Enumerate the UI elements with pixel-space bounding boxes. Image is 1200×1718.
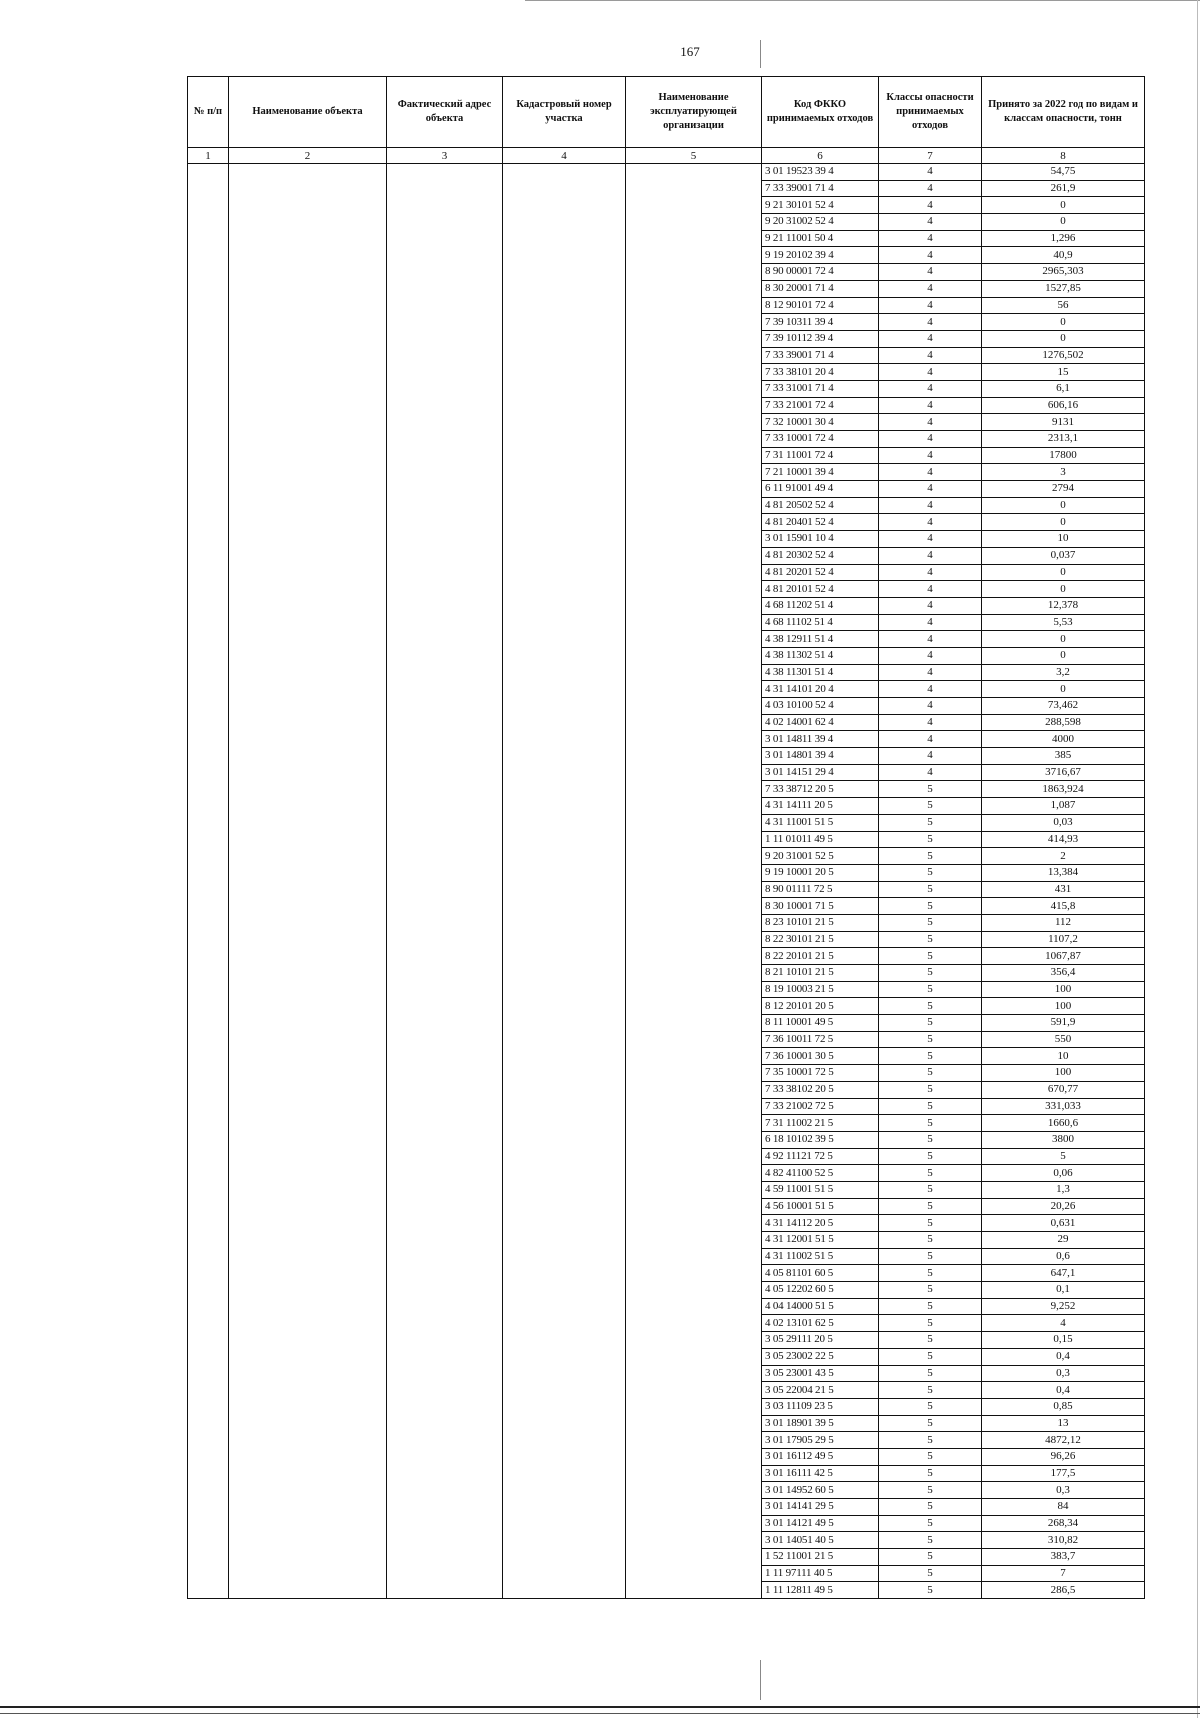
hazard-class-cell: 5: [879, 1015, 982, 1032]
fkko-code-cell: 9 20 31001 52 5: [762, 848, 879, 865]
accepted-tonnes-cell: 15: [982, 364, 1145, 381]
table-row: [188, 164, 1145, 181]
header-number: № п/п: [188, 77, 229, 148]
fkko-code-cell: 4 31 12001 51 5: [762, 1232, 879, 1249]
fkko-code-cell: 1 11 97111 40 5: [762, 1565, 879, 1582]
fkko-code-cell: 4 56 10001 51 5: [762, 1198, 879, 1215]
fkko-code-cell: 7 33 21001 72 4: [762, 397, 879, 414]
accepted-tonnes-cell: 7: [982, 1565, 1145, 1582]
fkko-code-cell: 4 31 11002 51 5: [762, 1248, 879, 1265]
column-number: 6: [762, 148, 879, 164]
fkko-code-cell: 7 32 10001 30 4: [762, 414, 879, 431]
hazard-class-cell: 4: [879, 647, 982, 664]
fkko-code-cell: 3 01 18901 39 5: [762, 1415, 879, 1432]
merged-empty-cell: [387, 164, 503, 1599]
accepted-tonnes-cell: 331,033: [982, 1098, 1145, 1115]
fkko-code-cell: 7 33 38712 20 5: [762, 781, 879, 798]
column-number: 8: [982, 148, 1145, 164]
hazard-class-cell: 4: [879, 297, 982, 314]
accepted-tonnes-cell: 0: [982, 647, 1145, 664]
fkko-code-cell: 8 11 10001 49 5: [762, 1015, 879, 1032]
hazard-class-cell: 5: [879, 1365, 982, 1382]
hazard-class-cell: 5: [879, 1348, 982, 1365]
accepted-tonnes-cell: 9,252: [982, 1298, 1145, 1315]
hazard-class-cell: 5: [879, 864, 982, 881]
accepted-tonnes-cell: 12,378: [982, 597, 1145, 614]
accepted-tonnes-cell: 10: [982, 531, 1145, 548]
fkko-code-cell: 7 31 11001 72 4: [762, 447, 879, 464]
page-number: 167: [680, 44, 700, 59]
fkko-code-cell: 3 01 17905 29 5: [762, 1432, 879, 1449]
hazard-class-cell: 5: [879, 1332, 982, 1349]
fkko-code-cell: 7 33 39001 71 4: [762, 347, 879, 364]
accepted-tonnes-cell: 286,5: [982, 1582, 1145, 1599]
fkko-code-cell: 4 59 11001 51 5: [762, 1181, 879, 1198]
accepted-tonnes-cell: 415,8: [982, 898, 1145, 915]
fkko-code-cell: 7 36 10001 30 5: [762, 1048, 879, 1065]
fkko-code-cell: 4 38 12911 51 4: [762, 631, 879, 648]
hazard-class-cell: 5: [879, 1432, 982, 1449]
hazard-class-cell: 5: [879, 1081, 982, 1098]
accepted-tonnes-cell: 3716,67: [982, 764, 1145, 781]
accepted-tonnes-cell: 3,2: [982, 664, 1145, 681]
hazard-class-cell: 5: [879, 1415, 982, 1432]
fkko-code-cell: 3 05 29111 20 5: [762, 1332, 879, 1349]
accepted-tonnes-cell: 550: [982, 1031, 1145, 1048]
fkko-code-cell: 1 11 12811 49 5: [762, 1582, 879, 1599]
hazard-class-cell: 4: [879, 247, 982, 264]
hazard-class-cell: 5: [879, 1232, 982, 1249]
accepted-tonnes-cell: 1,087: [982, 798, 1145, 815]
accepted-tonnes-cell: 73,462: [982, 698, 1145, 715]
hazard-class-cell: 5: [879, 914, 982, 931]
fkko-code-cell: 3 01 14801 39 4: [762, 748, 879, 765]
accepted-tonnes-cell: 0: [982, 514, 1145, 531]
fkko-code-cell: 7 35 10001 72 5: [762, 1065, 879, 1082]
fkko-code-cell: 7 21 10001 39 4: [762, 464, 879, 481]
accepted-tonnes-cell: 3800: [982, 1131, 1145, 1148]
fkko-code-cell: 4 31 11001 51 5: [762, 814, 879, 831]
fkko-code-cell: 4 38 11301 51 4: [762, 664, 879, 681]
accepted-tonnes-cell: 2965,303: [982, 264, 1145, 281]
scan-bottom-rule: [0, 1706, 1200, 1708]
accepted-tonnes-cell: 84: [982, 1499, 1145, 1516]
hazard-class-cell: 4: [879, 431, 982, 448]
fkko-code-cell: 8 30 20001 71 4: [762, 280, 879, 297]
hazard-class-cell: 4: [879, 547, 982, 564]
accepted-tonnes-cell: 9131: [982, 414, 1145, 431]
accepted-tonnes-cell: 606,16: [982, 397, 1145, 414]
fkko-code-cell: 8 90 01111 72 5: [762, 881, 879, 898]
accepted-tonnes-cell: 0,1: [982, 1282, 1145, 1299]
accepted-tonnes-cell: 0,15: [982, 1332, 1145, 1349]
accepted-tonnes-cell: 4000: [982, 731, 1145, 748]
hazard-class-cell: 5: [879, 998, 982, 1015]
header-operator: Наименование эксплуатирующей организации: [626, 77, 762, 148]
hazard-class-cell: 5: [879, 781, 982, 798]
accepted-tonnes-cell: 0,85: [982, 1398, 1145, 1415]
hazard-class-cell: 4: [879, 481, 982, 498]
scan-top-rule: [525, 0, 1200, 1]
hazard-class-cell: 4: [879, 731, 982, 748]
accepted-tonnes-cell: 0,6: [982, 1248, 1145, 1265]
fkko-code-cell: 4 82 41100 52 5: [762, 1165, 879, 1182]
accepted-tonnes-cell: 0: [982, 497, 1145, 514]
fkko-code-cell: 4 04 14000 51 5: [762, 1298, 879, 1315]
hazard-class-cell: 5: [879, 1181, 982, 1198]
fkko-code-cell: 4 03 10100 52 4: [762, 698, 879, 715]
accepted-tonnes-cell: 1,3: [982, 1181, 1145, 1198]
hazard-class-cell: 5: [879, 1115, 982, 1132]
hazard-class-cell: 4: [879, 230, 982, 247]
hazard-class-cell: 5: [879, 1315, 982, 1332]
accepted-tonnes-cell: 0: [982, 214, 1145, 231]
hazard-class-cell: 5: [879, 1148, 982, 1165]
accepted-tonnes-cell: 0,06: [982, 1165, 1145, 1182]
fkko-code-cell: 7 36 10011 72 5: [762, 1031, 879, 1048]
fkko-code-cell: 9 20 31002 52 4: [762, 214, 879, 231]
fkko-code-cell: 8 12 20101 20 5: [762, 998, 879, 1015]
hazard-class-cell: 5: [879, 1065, 982, 1082]
hazard-class-cell: 5: [879, 1532, 982, 1549]
hazard-class-cell: 4: [879, 364, 982, 381]
fkko-code-cell: 4 05 81101 60 5: [762, 1265, 879, 1282]
fkko-code-cell: 4 81 20201 52 4: [762, 564, 879, 581]
scan-side-rule: [1197, 0, 1198, 1718]
hazard-class-cell: 5: [879, 1265, 982, 1282]
scan-mark: [760, 1660, 761, 1700]
accepted-tonnes-cell: 100: [982, 981, 1145, 998]
hazard-class-cell: 5: [879, 1482, 982, 1499]
fkko-code-cell: 8 23 10101 21 5: [762, 914, 879, 931]
accepted-tonnes-cell: 0,4: [982, 1348, 1145, 1365]
hazard-class-cell: 4: [879, 714, 982, 731]
fkko-code-cell: 4 81 20302 52 4: [762, 547, 879, 564]
accepted-tonnes-cell: 20,26: [982, 1198, 1145, 1215]
hazard-class-cell: 4: [879, 197, 982, 214]
hazard-class-cell: 5: [879, 1165, 982, 1182]
scan-bottom-rule-thin: [0, 1713, 1200, 1714]
hazard-class-cell: 4: [879, 314, 982, 331]
fkko-code-cell: 7 33 21002 72 5: [762, 1098, 879, 1115]
accepted-tonnes-cell: 0,03: [982, 814, 1145, 831]
accepted-tonnes-cell: 670,77: [982, 1081, 1145, 1098]
hazard-class-cell: 5: [879, 814, 982, 831]
fkko-code-cell: 4 02 13101 62 5: [762, 1315, 879, 1332]
accepted-tonnes-cell: 17800: [982, 447, 1145, 464]
hazard-class-cell: 5: [879, 1515, 982, 1532]
accepted-tonnes-cell: 177,5: [982, 1465, 1145, 1482]
fkko-code-cell: 4 68 11202 51 4: [762, 597, 879, 614]
accepted-tonnes-cell: 414,93: [982, 831, 1145, 848]
hazard-class-cell: 5: [879, 1499, 982, 1516]
column-number: 1: [188, 148, 229, 164]
hazard-class-cell: 5: [879, 831, 982, 848]
accepted-tonnes-cell: 2313,1: [982, 431, 1145, 448]
accepted-tonnes-cell: 100: [982, 1065, 1145, 1082]
accepted-tonnes-cell: 96,26: [982, 1448, 1145, 1465]
accepted-tonnes-cell: 0: [982, 197, 1145, 214]
fkko-code-cell: 3 01 19523 39 4: [762, 164, 879, 181]
fkko-code-cell: 3 01 14051 40 5: [762, 1532, 879, 1549]
fkko-code-cell: 3 01 14952 60 5: [762, 1482, 879, 1499]
fkko-code-cell: 3 01 15901 10 4: [762, 531, 879, 548]
fkko-code-cell: 4 38 11302 51 4: [762, 647, 879, 664]
hazard-class-cell: 4: [879, 380, 982, 397]
fkko-code-cell: 7 33 38101 20 4: [762, 364, 879, 381]
hazard-class-cell: 5: [879, 1398, 982, 1415]
accepted-tonnes-cell: 0,3: [982, 1482, 1145, 1499]
fkko-code-cell: 8 21 10101 21 5: [762, 965, 879, 982]
hazard-class-cell: 4: [879, 614, 982, 631]
accepted-tonnes-cell: 56: [982, 297, 1145, 314]
fkko-code-cell: 6 11 91001 49 4: [762, 481, 879, 498]
hazard-class-cell: 5: [879, 1215, 982, 1232]
fkko-code-cell: 3 01 16111 42 5: [762, 1465, 879, 1482]
hazard-class-cell: 4: [879, 280, 982, 297]
fkko-code-cell: 3 05 22004 21 5: [762, 1382, 879, 1399]
hazard-class-cell: 4: [879, 180, 982, 197]
hazard-class-cell: 4: [879, 564, 982, 581]
hazard-class-cell: 5: [879, 1465, 982, 1482]
hazard-class-cell: 5: [879, 1549, 982, 1566]
fkko-code-cell: 4 05 12202 60 5: [762, 1282, 879, 1299]
accepted-tonnes-cell: 1527,85: [982, 280, 1145, 297]
fkko-code-cell: 9 21 11001 50 4: [762, 230, 879, 247]
accepted-tonnes-cell: 0: [982, 681, 1145, 698]
hazard-class-cell: 5: [879, 1131, 982, 1148]
hazard-class-cell: 5: [879, 1282, 982, 1299]
merged-empty-cell: [503, 164, 626, 1599]
hazard-class-cell: 5: [879, 1382, 982, 1399]
merged-empty-cell: [626, 164, 762, 1599]
accepted-tonnes-cell: 40,9: [982, 247, 1145, 264]
table-body: [188, 164, 1145, 1599]
hazard-class-cell: 4: [879, 764, 982, 781]
hazard-class-cell: 4: [879, 681, 982, 698]
hazard-class-cell: 5: [879, 1448, 982, 1465]
accepted-tonnes-cell: 29: [982, 1232, 1145, 1249]
accepted-tonnes-cell: 261,9: [982, 180, 1145, 197]
fkko-code-cell: 8 22 30101 21 5: [762, 931, 879, 948]
fkko-code-cell: 3 01 16112 49 5: [762, 1448, 879, 1465]
hazard-class-cell: 4: [879, 330, 982, 347]
fkko-code-cell: 3 03 11109 23 5: [762, 1398, 879, 1415]
column-number: 7: [879, 148, 982, 164]
accepted-tonnes-cell: 0,3: [982, 1365, 1145, 1382]
accepted-tonnes-cell: 1863,924: [982, 781, 1145, 798]
accepted-tonnes-cell: 0: [982, 330, 1145, 347]
accepted-tonnes-cell: 5,53: [982, 614, 1145, 631]
table-header-row: [188, 77, 1145, 148]
hazard-class-cell: 5: [879, 1248, 982, 1265]
hazard-class-cell: 4: [879, 414, 982, 431]
fkko-code-cell: 8 19 10003 21 5: [762, 981, 879, 998]
accepted-tonnes-cell: 310,82: [982, 1532, 1145, 1549]
accepted-tonnes-cell: 647,1: [982, 1265, 1145, 1282]
fkko-code-cell: 7 33 38102 20 5: [762, 1081, 879, 1098]
header-accepted-tonnes: Принято за 2022 год по видам и классам опасности, тонн: [982, 77, 1145, 148]
fkko-code-cell: 6 18 10102 39 5: [762, 1131, 879, 1148]
hazard-class-cell: 5: [879, 1031, 982, 1048]
hazard-class-cell: 5: [879, 1098, 982, 1115]
accepted-tonnes-cell: 3: [982, 464, 1145, 481]
hazard-class-cell: 4: [879, 514, 982, 531]
accepted-tonnes-cell: 4872,12: [982, 1432, 1145, 1449]
hazard-class-cell: 4: [879, 397, 982, 414]
merged-empty-cell: [188, 164, 229, 1599]
column-number: 2: [229, 148, 387, 164]
fkko-code-cell: 3 05 23001 43 5: [762, 1365, 879, 1382]
column-number: 3: [387, 148, 503, 164]
accepted-tonnes-cell: 1276,502: [982, 347, 1145, 364]
hazard-class-cell: 4: [879, 531, 982, 548]
fkko-code-cell: 9 19 10001 20 5: [762, 864, 879, 881]
fkko-code-cell: 1 11 01011 49 5: [762, 831, 879, 848]
accepted-tonnes-cell: 1660,6: [982, 1115, 1145, 1132]
accepted-tonnes-cell: 383,7: [982, 1549, 1145, 1566]
fkko-code-cell: 9 21 30101 52 4: [762, 197, 879, 214]
accepted-tonnes-cell: 0: [982, 314, 1145, 331]
accepted-tonnes-cell: 10: [982, 1048, 1145, 1065]
column-number-row: [188, 148, 1145, 164]
accepted-tonnes-cell: 6,1: [982, 380, 1145, 397]
fkko-code-cell: 7 39 10311 39 4: [762, 314, 879, 331]
hazard-class-cell: 5: [879, 848, 982, 865]
accepted-tonnes-cell: 288,598: [982, 714, 1145, 731]
fkko-code-cell: 8 30 10001 71 5: [762, 898, 879, 915]
hazard-class-cell: 5: [879, 1198, 982, 1215]
hazard-class-cell: 4: [879, 581, 982, 598]
fkko-code-cell: 4 31 14111 20 5: [762, 798, 879, 815]
waste-acceptance-table: [187, 76, 1145, 1599]
hazard-class-cell: 5: [879, 948, 982, 965]
accepted-tonnes-cell: 0,631: [982, 1215, 1145, 1232]
hazard-class-cell: 5: [879, 1298, 982, 1315]
accepted-tonnes-cell: 100: [982, 998, 1145, 1015]
fkko-code-cell: 7 33 39001 71 4: [762, 180, 879, 197]
fkko-code-cell: 1 52 11001 21 5: [762, 1549, 879, 1566]
accepted-tonnes-cell: 4: [982, 1315, 1145, 1332]
hazard-class-cell: 4: [879, 447, 982, 464]
fkko-code-cell: 3 01 14811 39 4: [762, 731, 879, 748]
accepted-tonnes-cell: 2794: [982, 481, 1145, 498]
fkko-code-cell: 3 01 14121 49 5: [762, 1515, 879, 1532]
accepted-tonnes-cell: 0,4: [982, 1382, 1145, 1399]
hazard-class-cell: 5: [879, 965, 982, 982]
fkko-code-cell: 8 22 20101 21 5: [762, 948, 879, 965]
hazard-class-cell: 4: [879, 347, 982, 364]
hazard-class-cell: 4: [879, 164, 982, 181]
accepted-tonnes-cell: 54,75: [982, 164, 1145, 181]
accepted-tonnes-cell: 385: [982, 748, 1145, 765]
hazard-class-cell: 4: [879, 214, 982, 231]
hazard-class-cell: 5: [879, 1565, 982, 1582]
header-object-name: Наименование объекта: [229, 77, 387, 148]
fkko-code-cell: 4 81 20401 52 4: [762, 514, 879, 531]
fkko-code-cell: 3 05 23002 22 5: [762, 1348, 879, 1365]
fkko-code-cell: 4 31 14112 20 5: [762, 1215, 879, 1232]
accepted-tonnes-cell: 13,384: [982, 864, 1145, 881]
hazard-class-cell: 4: [879, 664, 982, 681]
fkko-code-cell: 7 39 10112 39 4: [762, 330, 879, 347]
header-fkko-code: Код ФККО принимаемых отходов: [762, 77, 879, 148]
column-number: 4: [503, 148, 626, 164]
accepted-tonnes-cell: 2: [982, 848, 1145, 865]
hazard-class-cell: 4: [879, 597, 982, 614]
accepted-tonnes-cell: 0: [982, 631, 1145, 648]
accepted-tonnes-cell: 0: [982, 564, 1145, 581]
fkko-code-cell: 4 92 11121 72 5: [762, 1148, 879, 1165]
fkko-code-cell: 8 12 90101 72 4: [762, 297, 879, 314]
fkko-code-cell: 8 90 00001 72 4: [762, 264, 879, 281]
hazard-class-cell: 5: [879, 881, 982, 898]
fkko-code-cell: 4 81 20101 52 4: [762, 581, 879, 598]
fkko-code-cell: 7 33 31001 71 4: [762, 380, 879, 397]
hazard-class-cell: 4: [879, 464, 982, 481]
hazard-class-cell: 4: [879, 748, 982, 765]
hazard-class-cell: 5: [879, 1048, 982, 1065]
fkko-code-cell: 3 01 14141 29 5: [762, 1499, 879, 1516]
hazard-class-cell: 5: [879, 1582, 982, 1599]
accepted-tonnes-cell: 0: [982, 581, 1145, 598]
hazard-class-cell: 4: [879, 631, 982, 648]
accepted-tonnes-cell: 5: [982, 1148, 1145, 1165]
merged-empty-cell: [229, 164, 387, 1599]
fkko-code-cell: 4 81 20502 52 4: [762, 497, 879, 514]
fkko-code-cell: 7 31 11002 21 5: [762, 1115, 879, 1132]
accepted-tonnes-cell: 0,037: [982, 547, 1145, 564]
header-address: Фактический адрес объекта: [387, 77, 503, 148]
fkko-code-cell: 4 31 14101 20 4: [762, 681, 879, 698]
fkko-code-cell: 3 01 14151 29 4: [762, 764, 879, 781]
hazard-class-cell: 4: [879, 497, 982, 514]
accepted-tonnes-cell: 268,34: [982, 1515, 1145, 1532]
fkko-code-cell: 9 19 20102 39 4: [762, 247, 879, 264]
hazard-class-cell: 4: [879, 698, 982, 715]
accepted-tonnes-cell: 1107,2: [982, 931, 1145, 948]
column-number: 5: [626, 148, 762, 164]
accepted-tonnes-cell: 356,4: [982, 965, 1145, 982]
accepted-tonnes-cell: 13: [982, 1415, 1145, 1432]
hazard-class-cell: 5: [879, 981, 982, 998]
fkko-code-cell: 4 02 14001 62 4: [762, 714, 879, 731]
accepted-tonnes-cell: 1067,87: [982, 948, 1145, 965]
accepted-tonnes-cell: 431: [982, 881, 1145, 898]
hazard-class-cell: 5: [879, 931, 982, 948]
accepted-tonnes-cell: 112: [982, 914, 1145, 931]
accepted-tonnes-cell: 591,9: [982, 1015, 1145, 1032]
fkko-code-cell: 4 68 11102 51 4: [762, 614, 879, 631]
hazard-class-cell: 4: [879, 264, 982, 281]
header-cadastral-number: Кадастровый номер участка: [503, 77, 626, 148]
hazard-class-cell: 5: [879, 798, 982, 815]
fkko-code-cell: 7 33 10001 72 4: [762, 431, 879, 448]
accepted-tonnes-cell: 1,296: [982, 230, 1145, 247]
hazard-class-cell: 5: [879, 898, 982, 915]
header-hazard-class: Классы опасности принимаемых отходов: [879, 77, 982, 148]
